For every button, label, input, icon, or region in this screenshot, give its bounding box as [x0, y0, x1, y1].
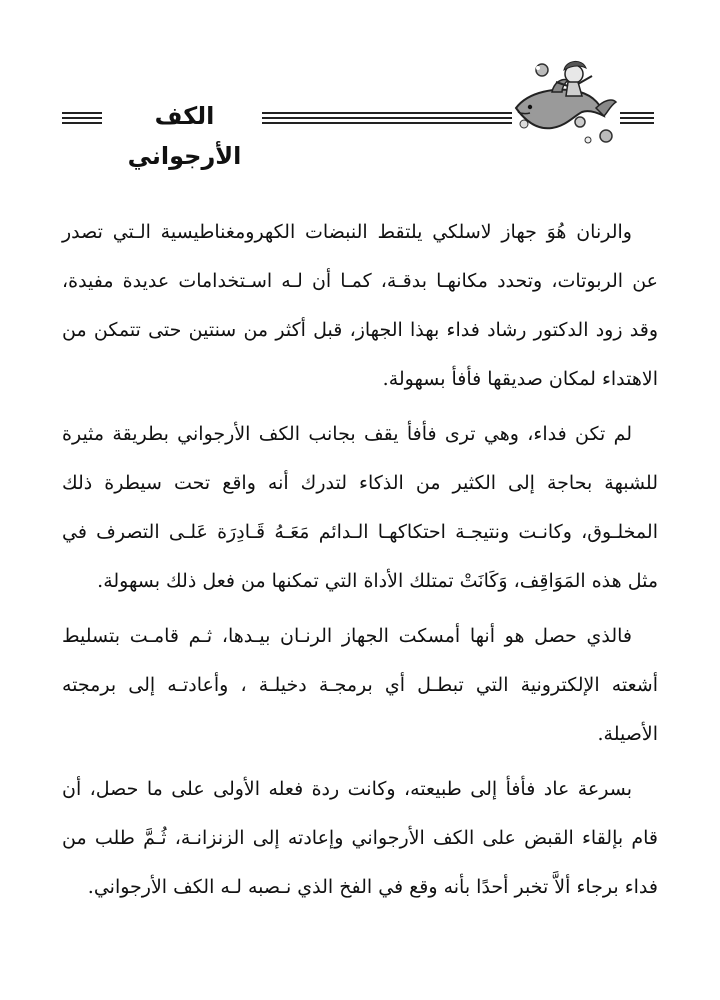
paragraph: والرنان هُوَ جهاز لاسلكي يلتقط النبضات الكهرومغناطيسية الـتي تصدر عن الربوتات، وتحدد مكانهـا بدقـة، كمـا أن لـه اسـتخدامات عديدة مفيدة، وقد زود الدكتور رشاد فداء بهذا الجهاز، قبل أكثر من سنتين حتى تتمكن من الاهتداء لمكان صديقها فأفأ بسهولة.	[62, 221, 658, 390]
chapter-title: الكف الأرجواني	[127, 102, 242, 170]
paragraph: فالذي حصل هو أنها أمسكت الجهاز الرنـان بيـدها، ثـم قامـت بتسليط أشعته الإلكترونية التي تبطـل أي برمجـة دخيلـة ، وأعادتـه إلى برمجته الأصيلة.	[62, 625, 658, 745]
paragraph: لم تكن فداء، وهي ترى فأفأ يقف بجانب الكف الأرجواني بطريقة مثيرة للشبهة بحاجة إلى الكثير من الذكاء لتدرك أنه واقع تحت سيطرة ذلك المخلـوق، وكانـت ونتيجـة احتكاكهـا الـدائم مَعَـهُ قَـادِرَة عَلـى التصرف في مثل هذه المَوَاقِف، وَكَانَتْ تمتلك الأداة التي تمكنها من فعل ذلك بسهولة.	[62, 423, 658, 592]
girl-riding-dolphin-icon	[508, 52, 620, 152]
decorative-rule-right	[620, 112, 654, 124]
paragraph: بسرعة عاد فأفأ إلى طبيعته، وكانت ردة فعله الأولى على ما حصل، أن قام بإلقاء القبض على الكف الأرجواني وإعادته إلى الزنزانـة، ثُـمَّ طلب من فداء برجاء ألاَّ تخبر أحدًا بأنه وقع في الفخ الذي نـصبه لـه الكف الأرجواني.	[62, 778, 658, 898]
chapter-header	[0, 0, 720, 170]
story-text	[62, 208, 658, 918]
decorative-rule-left	[62, 112, 102, 124]
decorative-rule-middle	[262, 112, 512, 124]
